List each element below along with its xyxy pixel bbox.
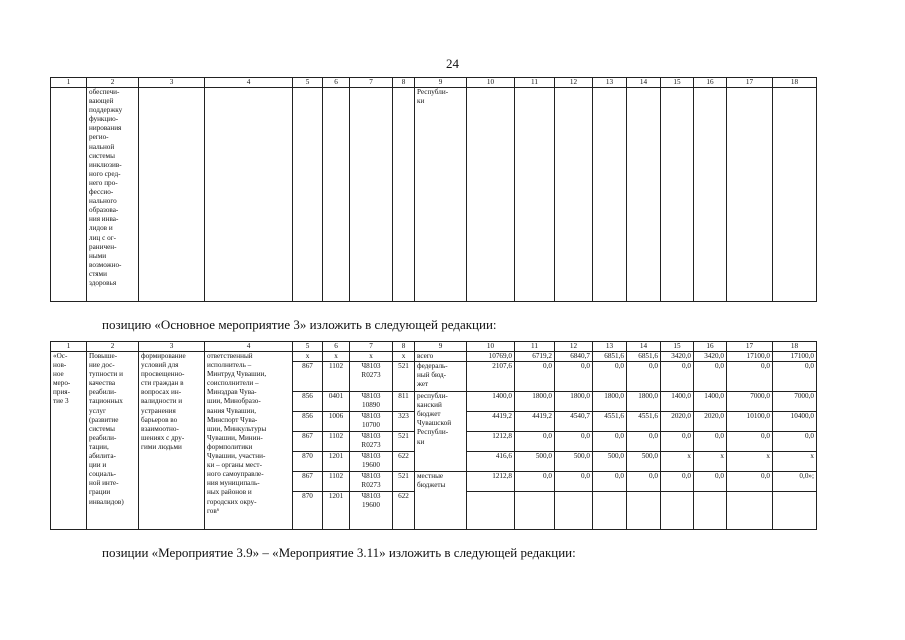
value-cell: 3420,0 bbox=[661, 352, 694, 362]
table-cell bbox=[627, 88, 661, 302]
table-cell: 1201 bbox=[323, 492, 350, 530]
value-cell: 17100,0 bbox=[773, 352, 817, 362]
value-cell: x bbox=[773, 452, 817, 472]
value-cell: x bbox=[661, 452, 694, 472]
value-cell: 0,0 bbox=[627, 432, 661, 452]
value-cell: 500,0 bbox=[593, 452, 627, 472]
value-cell: 416,6 bbox=[467, 452, 515, 472]
value-cell: 0,0»; bbox=[773, 472, 817, 492]
table-cell: 1102 bbox=[323, 472, 350, 492]
table-cell: x bbox=[293, 352, 323, 362]
funding-source-cell: местные бюджеты bbox=[415, 472, 467, 530]
table-cell: 0401 bbox=[323, 392, 350, 412]
col-number: 8 bbox=[393, 78, 415, 88]
value-cell: 1800,0 bbox=[515, 392, 555, 412]
col-number: 15 bbox=[661, 342, 694, 352]
value-cell: 3420,0 bbox=[694, 352, 727, 362]
col-number: 11 bbox=[515, 342, 555, 352]
table-cell: Ч8103 R0273 bbox=[350, 362, 393, 392]
value-cell: 1800,0 bbox=[555, 392, 593, 412]
value-cell: 2020,0 bbox=[694, 412, 727, 432]
col-number: 13 bbox=[593, 342, 627, 352]
table-cell: 622 bbox=[393, 452, 415, 472]
col-number: 3 bbox=[139, 78, 205, 88]
table-cell bbox=[773, 88, 817, 302]
table-cell: x bbox=[323, 352, 350, 362]
value-cell: 0,0 bbox=[661, 472, 694, 492]
continuation-table bbox=[50, 77, 817, 302]
col-number: 15 bbox=[661, 78, 694, 88]
instruction-text: позиции «Мероприятие 3.9» – «Мероприятие 3.11» изложить в следующей редакции: bbox=[102, 545, 576, 560]
col-number: 3 bbox=[139, 342, 205, 352]
col-number: 9 bbox=[415, 342, 467, 352]
value-cell bbox=[773, 492, 817, 530]
col-number: 18 bbox=[773, 342, 817, 352]
col-number: 13 bbox=[593, 78, 627, 88]
col-number: 5 bbox=[293, 78, 323, 88]
value-cell: 0,0 bbox=[593, 362, 627, 392]
value-cell: 6851,6 bbox=[627, 352, 661, 362]
value-cell: 6719,2 bbox=[515, 352, 555, 362]
value-cell: 0,0 bbox=[627, 362, 661, 392]
value-cell: x bbox=[727, 452, 773, 472]
value-cell: 0,0 bbox=[661, 432, 694, 452]
col-number: 14 bbox=[627, 78, 661, 88]
col-number: 17 bbox=[727, 342, 773, 352]
funding-source-cell: всего bbox=[415, 352, 467, 362]
value-cell: 1800,0 bbox=[627, 392, 661, 412]
table-cell bbox=[293, 88, 323, 302]
col-number: 16 bbox=[694, 78, 727, 88]
table-cell bbox=[51, 88, 87, 302]
value-cell: 1400,0 bbox=[467, 392, 515, 412]
table-cell bbox=[555, 88, 593, 302]
value-cell: 0,0 bbox=[627, 472, 661, 492]
table-cell: 1201 bbox=[323, 452, 350, 472]
table-cell bbox=[467, 88, 515, 302]
funding-source-cell: Республи- ки bbox=[415, 88, 467, 302]
value-cell bbox=[555, 492, 593, 530]
col-number: 2 bbox=[87, 78, 139, 88]
value-cell: 0,0 bbox=[727, 362, 773, 392]
table-cell: 856 bbox=[293, 412, 323, 432]
table-cell: 1006 bbox=[323, 412, 350, 432]
value-cell: 7000,0 bbox=[727, 392, 773, 412]
column-number-row bbox=[51, 342, 817, 352]
col-number: 14 bbox=[627, 342, 661, 352]
value-cell: 0,0 bbox=[515, 432, 555, 452]
value-cell bbox=[661, 492, 694, 530]
value-cell bbox=[593, 492, 627, 530]
col-number: 8 bbox=[393, 342, 415, 352]
value-cell bbox=[467, 492, 515, 530]
measure-goal-cell: формирование условий для просвещенно- сти граждан в вопросах ин- валидности и устранения барьеров во взаимоотно- шениях с дру- гими людьми bbox=[139, 352, 205, 530]
instruction-text: позицию «Основное мероприятие 3» изложить в следующей редакции: bbox=[102, 317, 497, 332]
measure-name-cell: Повыше- ние дос- тупности и качества реабили- тационных услуг (развитие системы реабили- тации, абилита- ции и социаль- ной инте- грации инвалидов) bbox=[87, 352, 139, 530]
column-number-row bbox=[51, 78, 817, 88]
table-cell bbox=[350, 88, 393, 302]
value-cell: 4551,6 bbox=[593, 412, 627, 432]
main-measure-table bbox=[50, 341, 817, 530]
col-number: 10 bbox=[467, 78, 515, 88]
col-number: 12 bbox=[555, 78, 593, 88]
col-number: 17 bbox=[727, 78, 773, 88]
table-cell: Ч8103 10890 bbox=[350, 392, 393, 412]
table-cell bbox=[661, 88, 694, 302]
value-cell: 500,0 bbox=[627, 452, 661, 472]
value-cell: 0,0 bbox=[727, 432, 773, 452]
table-cell: 1102 bbox=[323, 432, 350, 452]
value-cell: 10769,0 bbox=[467, 352, 515, 362]
value-cell bbox=[627, 492, 661, 530]
value-cell: 4551,6 bbox=[627, 412, 661, 432]
col-number: 9 bbox=[415, 78, 467, 88]
value-cell: 500,0 bbox=[555, 452, 593, 472]
col-number: 6 bbox=[323, 342, 350, 352]
value-cell: 7000,0 bbox=[773, 392, 817, 412]
table-cell: 867 bbox=[293, 432, 323, 452]
table-cell bbox=[515, 88, 555, 302]
table-cell: Ч8103 R0273 bbox=[350, 432, 393, 452]
value-cell: 6851,6 bbox=[593, 352, 627, 362]
table-cell: 521 bbox=[393, 432, 415, 452]
table-cell bbox=[727, 88, 773, 302]
table-cell: x bbox=[393, 352, 415, 362]
table-cell bbox=[139, 88, 205, 302]
col-number: 10 bbox=[467, 342, 515, 352]
value-cell: 0,0 bbox=[694, 472, 727, 492]
table-cell: 867 bbox=[293, 472, 323, 492]
table-cell bbox=[323, 88, 350, 302]
value-cell: 0,0 bbox=[694, 362, 727, 392]
value-cell: 4419,2 bbox=[515, 412, 555, 432]
value-cell: 0,0 bbox=[773, 432, 817, 452]
funding-source-cell: федераль- ный бюд- жет bbox=[415, 362, 467, 392]
table-cell bbox=[694, 88, 727, 302]
value-cell: 0,0 bbox=[694, 432, 727, 452]
value-cell: 1800,0 bbox=[593, 392, 627, 412]
value-cell: 0,0 bbox=[555, 362, 593, 392]
table-cell: 856 bbox=[293, 392, 323, 412]
value-cell: 1212,8 bbox=[467, 472, 515, 492]
value-cell: x bbox=[694, 452, 727, 472]
table-cell: Ч8103 10700 bbox=[350, 412, 393, 432]
measure-number-cell: «Ос- нов- ное меро- прия- тие 3 bbox=[51, 352, 87, 530]
col-number: 5 bbox=[293, 342, 323, 352]
value-cell: 0,0 bbox=[593, 472, 627, 492]
table-cell: 521 bbox=[393, 362, 415, 392]
col-number: 7 bbox=[350, 78, 393, 88]
table-cell bbox=[593, 88, 627, 302]
page-number: 24 bbox=[446, 56, 459, 71]
value-cell: 4419,2 bbox=[467, 412, 515, 432]
value-cell: 1212,8 bbox=[467, 432, 515, 452]
value-cell: 6840,7 bbox=[555, 352, 593, 362]
table-cell: 870 bbox=[293, 492, 323, 530]
table-row bbox=[51, 88, 817, 302]
value-cell: 2020,0 bbox=[661, 412, 694, 432]
executors-cell: ответственный исполнитель – Минтруд Чувашии, соисполнители – Минздрав Чува- шии, Минобразо- вания Чувашии, Минспорт Чува- шии, Минкультуры Чувашии, Минин- формполитики Чувашии, участни- ки – органы мест- ного самоуправле- ния муниципаль- ных районов и городских окру- гов⁶ bbox=[205, 352, 293, 530]
table-cell bbox=[393, 88, 415, 302]
value-cell: 17100,0 bbox=[727, 352, 773, 362]
col-number: 4 bbox=[205, 78, 293, 88]
table-cell bbox=[205, 88, 293, 302]
measure-description-cell: обеспечи- вающей поддержку функцио- нирования регио- нальной системы инклюзив- ного сред- него про- фессио- нального образова- ния инва- лидов и лиц с ог- раничен- ными возможно- стями здоровья bbox=[87, 88, 139, 302]
value-cell: 1400,0 bbox=[694, 392, 727, 412]
col-number: 2 bbox=[87, 342, 139, 352]
funding-source-cell: республи- канский бюджет Чувашской Республи- ки bbox=[415, 392, 467, 472]
value-cell: 0,0 bbox=[727, 472, 773, 492]
table-cell: 622 bbox=[393, 492, 415, 530]
value-cell: 1400,0 bbox=[661, 392, 694, 412]
value-cell: 10400,0 bbox=[773, 412, 817, 432]
value-cell: 0,0 bbox=[661, 362, 694, 392]
value-cell: 0,0 bbox=[593, 432, 627, 452]
value-cell: 4540,7 bbox=[555, 412, 593, 432]
col-number: 11 bbox=[515, 78, 555, 88]
value-cell bbox=[515, 492, 555, 530]
table-cell: Ч8103 19600 bbox=[350, 492, 393, 530]
table-cell: 867 bbox=[293, 362, 323, 392]
value-cell: 0,0 bbox=[515, 362, 555, 392]
col-number: 18 bbox=[773, 78, 817, 88]
col-number: 4 bbox=[205, 342, 293, 352]
col-number: 1 bbox=[51, 342, 87, 352]
col-number: 7 bbox=[350, 342, 393, 352]
col-number: 12 bbox=[555, 342, 593, 352]
table-cell: 521 bbox=[393, 472, 415, 492]
value-cell: 500,0 bbox=[515, 452, 555, 472]
table-cell: Ч8103 19600 bbox=[350, 452, 393, 472]
table-row bbox=[51, 352, 817, 362]
value-cell: 0,0 bbox=[515, 472, 555, 492]
table-cell: x bbox=[350, 352, 393, 362]
value-cell bbox=[727, 492, 773, 530]
col-number: 16 bbox=[694, 342, 727, 352]
col-number: 1 bbox=[51, 78, 87, 88]
value-cell: 0,0 bbox=[773, 362, 817, 392]
value-cell: 0,0 bbox=[555, 472, 593, 492]
value-cell: 0,0 bbox=[555, 432, 593, 452]
table-cell: 1102 bbox=[323, 362, 350, 392]
value-cell: 2107,6 bbox=[467, 362, 515, 392]
table-cell: 811 bbox=[393, 392, 415, 412]
value-cell bbox=[694, 492, 727, 530]
col-number: 6 bbox=[323, 78, 350, 88]
value-cell: 10100,0 bbox=[727, 412, 773, 432]
table-cell: Ч8103 R0273 bbox=[350, 472, 393, 492]
table-cell: 323 bbox=[393, 412, 415, 432]
table-cell: 870 bbox=[293, 452, 323, 472]
